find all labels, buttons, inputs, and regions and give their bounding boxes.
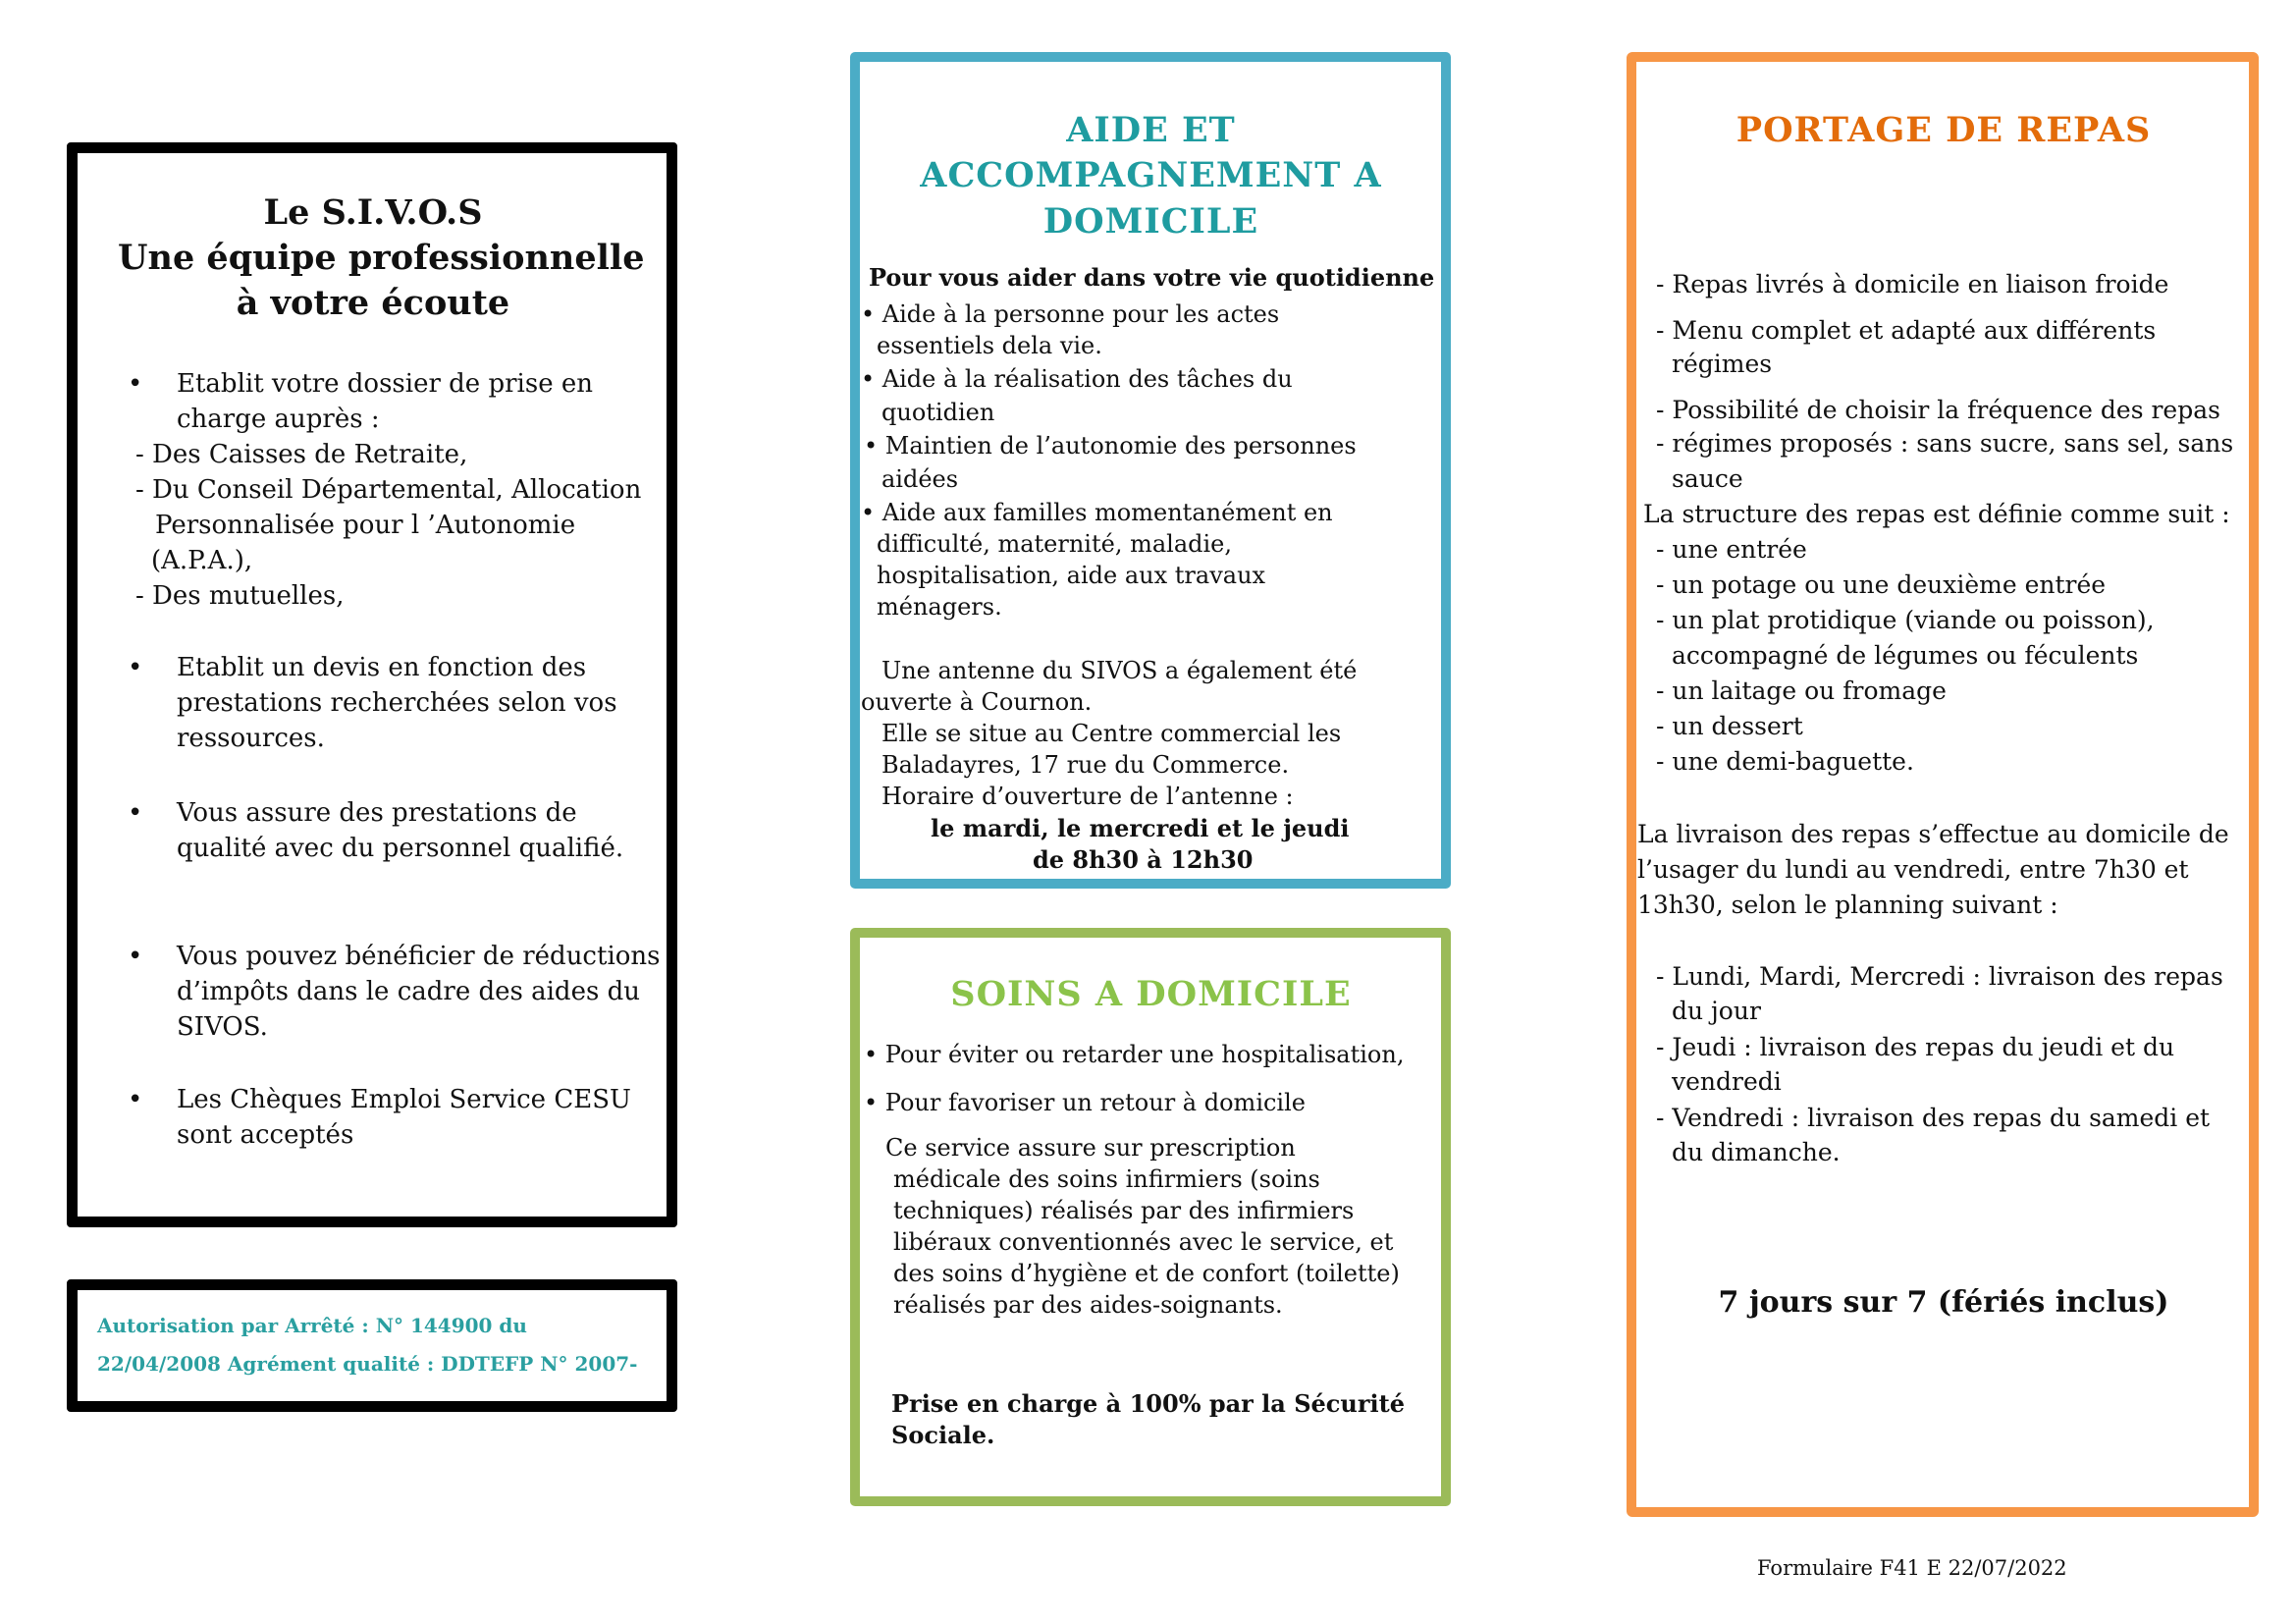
repas-line-13: - un dessert xyxy=(1656,712,1803,740)
repas-line-8: - une entrée xyxy=(1656,535,1807,564)
authorisation-box xyxy=(67,1279,677,1412)
repas-line-3: régimes xyxy=(1672,350,1773,378)
aide-antenne-line-1: Une antenne du SIVOS a également été xyxy=(881,657,1358,684)
sivos-title-line-2: Une équipe professionnelle xyxy=(118,238,645,278)
form-reference: Formulaire F41 E 22/07/2022 xyxy=(1757,1556,2067,1580)
repas-line-5: - régimes proposés : sans sucre, sans sel, sans xyxy=(1656,429,2234,458)
soins-title: SOINS A DOMICILE xyxy=(950,974,1352,1014)
aide-line-5: • Maintien de l’autonomie des personnes xyxy=(864,432,1357,460)
soins-prise-line-2: Sociale. xyxy=(891,1421,995,1449)
sivos-sub-1: - Des Caisses de Retraite, xyxy=(135,440,468,469)
aide-line-3: • Aide à la réalisation des tâches du xyxy=(861,365,1293,393)
repas-line-20: - Jeudi : livraison des repas du jeudi et du xyxy=(1656,1033,2175,1061)
sivos-bullet5-line2: sont acceptés xyxy=(177,1120,354,1150)
soins-prise-line-1: Prise en charge à 100% par la Sécurité xyxy=(891,1389,1405,1418)
bullet-icon: • xyxy=(128,369,143,399)
sivos-bullet2-line3: ressources. xyxy=(177,724,325,753)
repas-line-6: sauce xyxy=(1672,464,1743,493)
repas-line-7: La structure des repas est définie comme suit : xyxy=(1643,500,2230,528)
aide-hours-line-1: le mardi, le mercredi et le jeudi xyxy=(931,814,1350,842)
sivos-bullet4-line1: Vous pouvez bénéficier de réductions xyxy=(177,942,661,971)
repas-line-12: - un laitage ou fromage xyxy=(1656,676,1947,705)
soins-bullet-2: • Pour favoriser un retour à domicile xyxy=(864,1089,1306,1116)
sivos-bullet3-line1: Vous assure des prestations de xyxy=(177,798,577,828)
soins-para-1: Ce service assure sur prescription xyxy=(885,1134,1296,1162)
authorisation-line-1: Autorisation par Arrêté : N° 144900 du xyxy=(97,1314,527,1337)
soins-para-3: techniques) réalisés par des infirmiers xyxy=(893,1197,1355,1224)
sivos-bullet3-line2: qualité avec du personnel qualifié. xyxy=(177,834,624,863)
bullet-icon: • xyxy=(128,653,143,682)
sivos-sub-5: - Des mutuelles, xyxy=(135,581,345,611)
aide-line-4: quotidien xyxy=(881,399,995,426)
aide-line-6: aidées xyxy=(881,465,959,493)
aide-title-line-3: DOMICILE xyxy=(1042,201,1259,242)
repas-line-4: - Possibilité de choisir la fréquence des repas xyxy=(1656,396,2220,424)
aide-title-line-2: ACCOMPAGNEMENT A xyxy=(920,155,1382,195)
repas-line-17: 13h30, selon le planning suivant : xyxy=(1637,891,2058,919)
aide-line-7: • Aide aux familles momentanément en xyxy=(861,499,1333,526)
aide-subtitle: Pour vous aider dans votre vie quotidienne xyxy=(869,263,1435,292)
repas-availability: 7 jours sur 7 (fériés inclus) xyxy=(1718,1285,2169,1320)
sivos-bullet2-line1: Etablit un devis en fonction des xyxy=(177,653,587,682)
repas-line-2: - Menu complet et adapté aux différents xyxy=(1656,316,2157,345)
sivos-bullet4-line2: d’impôts dans le cadre des aides du xyxy=(177,977,640,1006)
sivos-bullet5-line1: Les Chèques Emploi Service CESU xyxy=(177,1085,631,1114)
repas-line-11: accompagné de légumes ou féculents xyxy=(1672,641,2139,670)
soins-para-6: réalisés par des aides-soignants. xyxy=(893,1291,1283,1319)
aide-line-8: difficulté, maternité, maladie, xyxy=(877,530,1232,558)
repas-line-1: - Repas livrés à domicile en liaison froide xyxy=(1656,270,2169,298)
repas-title: PORTAGE DE REPAS xyxy=(1735,110,2152,150)
soins-para-5: des soins d’hygiène et de confort (toilette) xyxy=(893,1260,1400,1287)
sivos-bullet4-line3: SIVOS. xyxy=(177,1012,268,1042)
authorisation-line-2: 22/04/2008 Agrément qualité : DDTEFP N° 2007- xyxy=(97,1352,638,1376)
repas-line-21: vendredi xyxy=(1672,1067,1782,1096)
sivos-bullet2-line2: prestations recherchées selon vos xyxy=(177,688,617,718)
repas-line-22: - Vendredi : livraison des repas du samedi et xyxy=(1656,1104,2211,1132)
sivos-bullet1-line1: Etablit votre dossier de prise en xyxy=(177,369,593,399)
aide-line-2: essentiels dela vie. xyxy=(877,332,1102,359)
aide-antenne-line-4: Baladayres, 17 rue du Commerce. xyxy=(881,751,1290,779)
aide-antenne-line-3: Elle se situe au Centre commercial les xyxy=(881,720,1342,747)
aide-antenne-line-2: ouverte à Cournon. xyxy=(861,688,1093,716)
repas-line-15: La livraison des repas s’effectue au domicile de xyxy=(1637,820,2229,848)
sivos-bullet1-line2: charge auprès : xyxy=(177,405,380,434)
aide-title-line-1: AIDE ET xyxy=(1066,110,1236,150)
bullet-icon: • xyxy=(128,942,143,971)
bullet-icon: • xyxy=(128,1085,143,1114)
repas-line-16: l’usager du lundi au vendredi, entre 7h30 et xyxy=(1637,855,2189,884)
repas-line-14: - une demi-baguette. xyxy=(1656,747,1914,776)
sivos-title-line-3: à votre écoute xyxy=(236,283,510,323)
repas-line-19: du jour xyxy=(1672,997,1761,1025)
sivos-sub-2: - Du Conseil Départemental, Allocation xyxy=(135,475,642,505)
aide-line-9: hospitalisation, aide aux travaux xyxy=(877,562,1266,589)
aide-line-10: ménagers. xyxy=(877,593,1002,621)
soins-para-2: médicale des soins infirmiers (soins xyxy=(893,1165,1320,1193)
bullet-icon: • xyxy=(128,798,143,828)
sivos-title-line-1: Le S.I.V.O.S xyxy=(263,192,483,233)
repas-line-18: - Lundi, Mardi, Mercredi : livraison des repas xyxy=(1656,962,2223,991)
repas-line-10: - un plat protidique (viande ou poisson), xyxy=(1656,606,2155,634)
sivos-sub-3: Personnalisée pour l ’Autonomie xyxy=(155,511,576,540)
aide-antenne-line-5: Horaire d’ouverture de l’antenne : xyxy=(881,783,1294,810)
aide-line-1: • Aide à la personne pour les actes xyxy=(861,300,1280,328)
soins-para-4: libéraux conventionnés avec le service, et xyxy=(893,1228,1394,1256)
aide-hours-line-2: de 8h30 à 12h30 xyxy=(1033,845,1254,874)
soins-bullet-1: • Pour éviter ou retarder une hospitalisation, xyxy=(864,1041,1405,1068)
repas-line-23: du dimanche. xyxy=(1672,1138,1841,1166)
sivos-sub-4: (A.P.A.), xyxy=(151,546,253,575)
repas-line-9: - un potage ou une deuxième entrée xyxy=(1656,570,2107,599)
